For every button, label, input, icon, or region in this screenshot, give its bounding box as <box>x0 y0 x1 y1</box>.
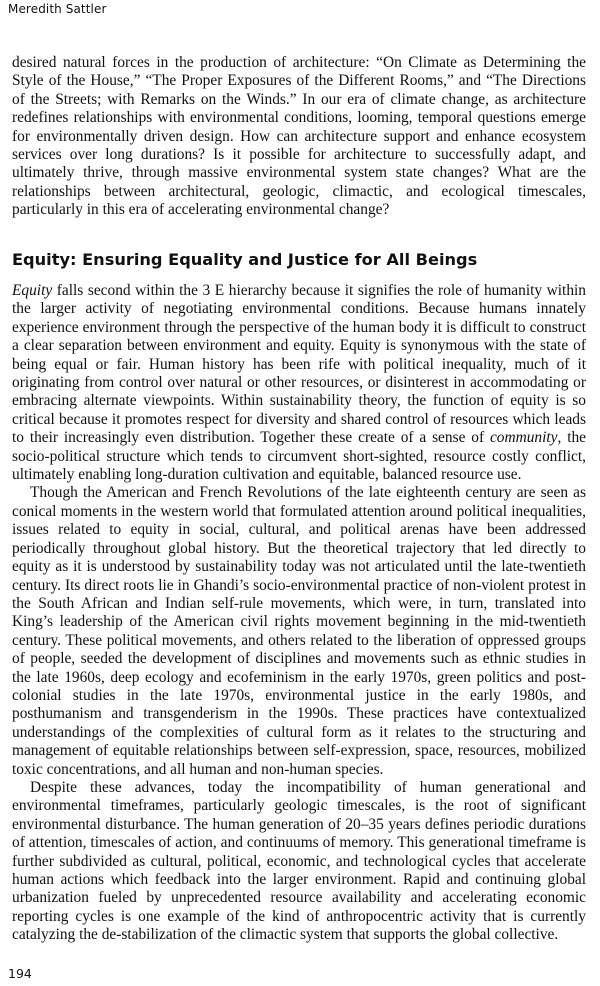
community-term: community <box>489 429 558 447</box>
equity-paragraph-3: Despite these advances, today the incompatibility of human generational and environmental timeframes, particularly geologic timescales, is the root of significant environmental disturbance. The human generation of 20–35 years defines periodic durations of attention, timescales of action, and continuums of memory. This generational timeframe is further subdivided as cultural, political, economic, and technological cycles that accelerate human actions which feedback into the larger environment. Rapid and continuing global urbanization fueled by unprecedented resource availability and accelerating economic reporting cycles is one example of the kind of anthropocentric activity that is currently catalyzing the de-stabilization of the climactic system that supports the global collective. <box>12 778 586 944</box>
equity-paragraph-2: Though the American and French Revolutions of the late eighteenth century are seen as conical moments in the western world that formulated attention around political inequalities, issues related to equity in social, cultural, and political arenas have been addressed periodically throughout global history. But the theoretical trajectory that led directly to equity as it is understood by sustainability today was not articulated until the late-twentieth century. Its direct roots lie in Ghandi’s socio-environmental practice of non-violent protest in the South African and Indian self-rule movements, which were, in turn, translated into King’s leadership of the American civil rights movement beginning in the mid-twentieth century. These political movements, and others related to the liberation of oppressed groups of people, seeded the development of disciplines and movements such as ethnic studies in the late 1960s, deep ecology and ecofeminism in the early 1970s, green politics and post-colonial studies in the late 1970s, environmental justice in the early 1980s, and posthumanism and transgenderism in the 1990s. These practices have contextualized understandings of the complexities of cultural form as it relates to the structuring and management of equitable relationships between self-expression, space, resources, mobilized toxic concentrations, and all human and non-human species. <box>12 484 586 778</box>
continued-paragraph: desired natural forces in the production of architecture: “On Climate as Determining the Style of the House,” “The Proper Exposures of the Different Rooms,” and “The Directions of the Streets; with Remarks on the Winds.” In our era of climate change, as architecture redefines relationships with environmental conditions, looming, temporal questions emerge for environmentally driven design. How can architecture support and enhance ecosystem services over long durations? Is it possible for architecture to successfully adapt, and ultimately thrive, through massive environmental system state changes? What are the relationships between architectural, geologic, climactic, and ecological timescales, particularly in this era of accelerating environmental change? <box>12 54 586 219</box>
section-heading: Equity: Ensuring Equality and Justice for All Beings <box>12 250 478 269</box>
page-number: 194 <box>8 966 32 981</box>
equity-term: Equity <box>12 282 53 299</box>
paragraph-1-text-b: , the socio-political structure which tends to circumvent short-sighted, resource costly conflict, ultimately enabling long-duration cultivation and equitable, balanced resource use. <box>12 429 586 484</box>
paragraph-1-text-a: falls second within the 3 E hierarchy because it signifies the role of humanity within the larger activity of negotiating environmental conditions. Because humans innately experience environment through the perspective of the human body it is difficult to construct a clear separation between environment and equity. Equity is synonymous with the state of being equal or fair. Human history has been rife with political inequality, much of it originating from control over natural or other resources, or disinterest in accommodating or embracing alternate viewpoints. Within sustainability theory, the function of equity is so critical because it promotes respect for diversity and shared control of resources which leads to their increasingly even distribution. Together these create of a sense of <box>12 282 586 447</box>
section-body <box>12 282 586 945</box>
running-head-author: Meredith Sattler <box>8 2 107 16</box>
equity-paragraph-1 <box>12 282 586 484</box>
